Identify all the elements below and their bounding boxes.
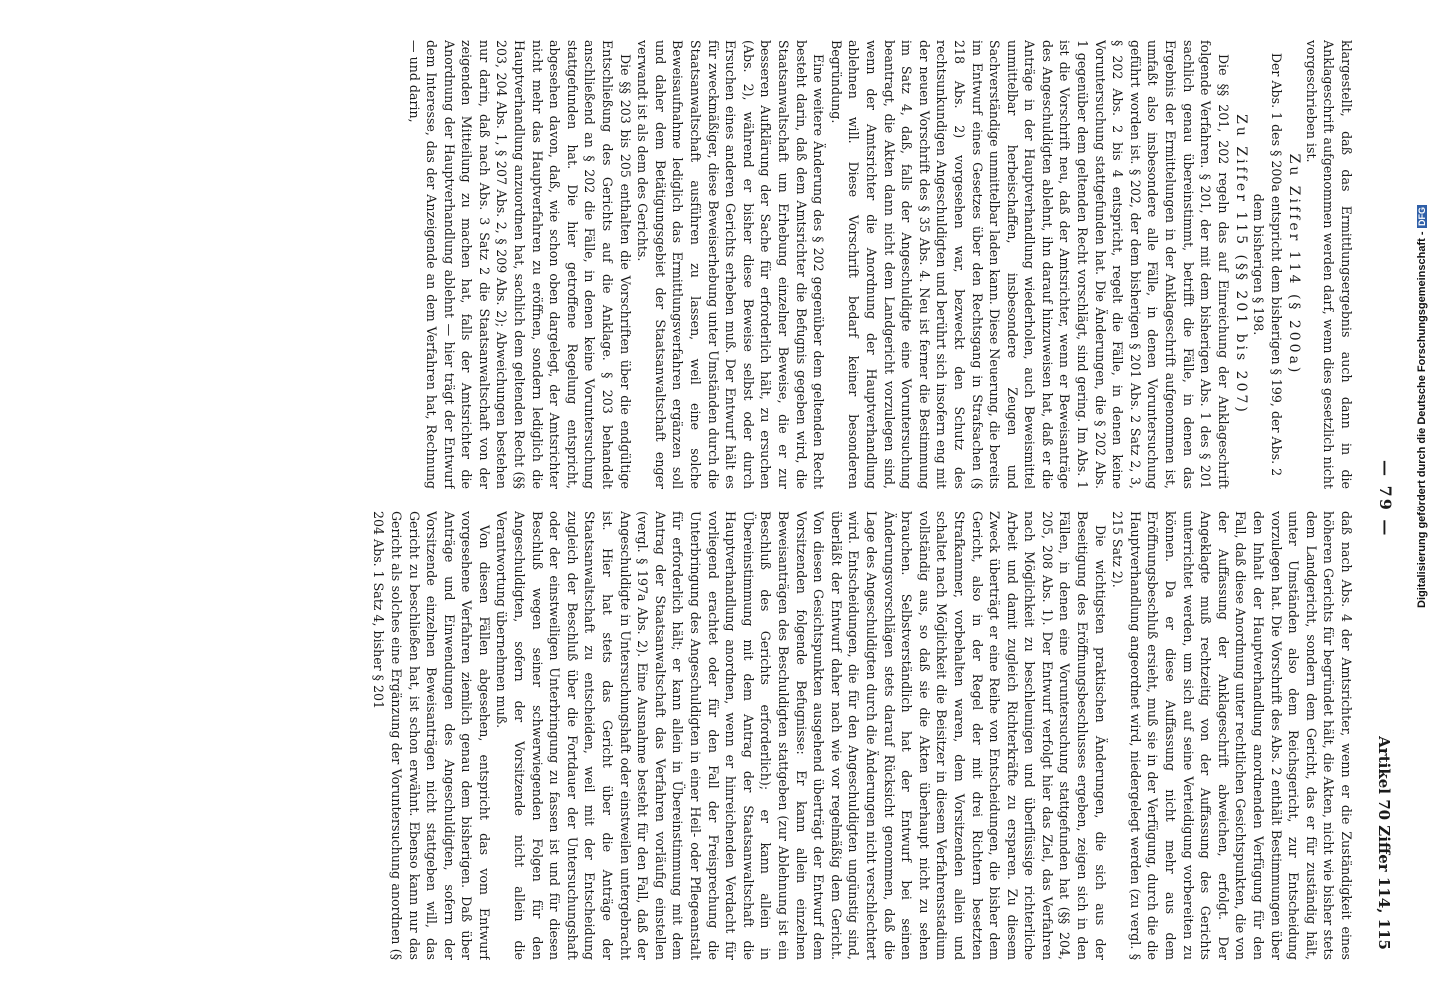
paragraph: Eine weitere Änderung des § 202 gegenüber dem geltenden Recht besteht darin, daß dem Amtsrichter die Befugnis gegeben wird, die Staatsanwaltschaft um Erhebung einzelner Beweise, die er zur besseren Aufklärung der Sache für erforderlich hält, zu ersuchen (Abs. 2), während er bisher diese Beweise selbst oder durch Ersuchen eines anderen Gerichts erheben muß. Der Entwurf hält es für zweckmäßiger, diese Beweiserhebung unter Umständen durch die Staatsanwaltschaft ausführen zu lassen, weil eine solche Beweisaufnahme lediglich das Ermittlungsverfahren ergänzen soll und daher dem Betätigungsgebiet der Staatsanwaltschaft enger verwandt ist als dem des Gerichts. — [635, 40, 827, 489]
paragraph: Von diesen Fällen abgesehen, entspricht das vom Entwurf vorgesehene Verfahren ziemlich genau dem bisherigen. Daß über Anträge und Einwendungen des Angeschuldigten, sofern der Vorsitzende einzelnen Beweisanträgen nicht stattgeben will, das Gericht zu beschließen hat, ist schon erwähnt. Ebenso kann nur das Gericht als solches eine Ergänzung der Voruntersuchung anordnen (§ 204 Abs. 1 Satz 4, bisher § 201 — [371, 511, 492, 960]
left-column — [115, 40, 1355, 489]
credit-text: Digitalisierung gefördert durch die Deutsche Forschungsgemeinschaft - — [1416, 231, 1428, 608]
paragraph: Die §§ 201, 202 regeln das auf Einreichung der Anklageschrift folgende Verfahren. § 201, der mit dem bisherigen Abs. 1 des § 201 sachlich genau übereinstimmt, betrifft die Fälle, in denen das Ergebnis der Ermittelungen in der Anklageschrift aufgenommen ist, umfaßt also insbesondere alle Fälle, in denen Voruntersuchung geführt worden ist. § 202, der dem bisherigen § 201 Abs. 2 Satz 2, 3, § 202 Abs. 2 bis 4 entspricht, regelt die Fälle, in denen keine Voruntersuchung stattgefunden hat. Die Änderungen, die § 202 Abs. 1 gegenüber dem geltenden Recht vorschlägt, sind gering. Im Abs. 1 ist die Vorschrift neu, daß der Amtsrichter, wenn er Beweisanträge des Angeschuldigten ablehnt, ihn darauf hinzuweisen hat, daß er die Anträge in der Hauptverhandlung wiederholen, auch Beweismittel unmittelbar herbeischaffen, insbesondere Zeugen und Sachverständige unmittelbar laden kann. Diese Neuerung, die bereits im Entwurf eines Gesetzes über den Rechtsgang in Strafsachen (§ 218 Abs. 2) vorgesehen war, bezweckt den Schutz des rechtsunkundigen Angeschuldigten und berührt sich insofern eng mit der neuen Vorschrift des § 35 Abs. 4. Neu ist ferner die Bestimmung im Satz 4, daß, falls der Angeschuldigte eine Voruntersuchung beantragt, die Akten dann nicht dem Landgericht vorzulegen sind, wenn der Amtsrichter die Anordnung der Hauptverhandlung ablehnen will. Diese Vorschrift bedarf keiner besonderen Begründung. — [828, 40, 1231, 489]
paragraph: daß nach Abs. 4 der Amtsrichter, wenn er die Zuständigkeit eines höheren Gerichts für begründet hält, die Akten, nicht wie bisher stets dem Landgericht, sondern dem Gericht, das er für zuständig hält, unter Umständen also dem Reichsgericht, zur Entscheidung vorzulegen hat. Die Vorschrift des Abs. 2 enthält Bestimmungen über den Inhalt der Hauptverhandlung anordnenden Verfügung für den Fall, daß diese Anordnung unter rechtlichen Gesichtspunkten, die von der Auffassung der Anklageschrift abweichen, erfolgt. Der Angeklagte muß rechtzeitig von der Auffassung des Gerichts unterrichtet werden, um sich auf seine Verteidigung vorbereiten zu können. Da er diese Auffassung nicht mehr aus dem Eröffnungsbeschluß ersieht, muß sie in der Verfügung, durch die die Hauptverhandlung angeordnet wird, niedergelegt werden (zu vergl. § 215 Satz 2). — [1110, 511, 1354, 960]
page-number: — 79 — — [1376, 460, 1395, 538]
page-header — [1365, 40, 1395, 960]
digitization-credit — [1416, 8, 1430, 608]
right-column — [115, 511, 1355, 960]
text-columns — [115, 40, 1355, 960]
section-heading: Zu Ziffer 115 (§§ 201 bis 207) — [1233, 114, 1250, 415]
section-heading: Zu Ziffer 114 (§ 200a) — [1286, 153, 1303, 376]
running-title: Artikel 70 Ziffer 114, 115 — [1375, 736, 1393, 950]
paragraph: klargestellt, daß das Ermittlungsergebnis auch dann in die Anklageschrift aufgenommen werden darf, wenn dies gesetzlich nicht vorgeschrieben ist. — [1303, 40, 1354, 489]
document-page — [100, 40, 1395, 960]
dfg-logo: DFG — [1417, 207, 1427, 227]
paragraph: Die §§ 203 bis 205 enthalten die Vorschriften über die endgültige Entschließung des Gerichts auf die Anklage. § 203 behandelt anschließend an § 202 die Fälle, in denen keine Voruntersuchung stattgefunden hat. Die hier getroffene Regelung entspricht, abgesehen davon, daß, wie schon oben dargelegt, der Amtsrichter nicht mehr das Hauptverfahren zu eröffnen, sondern lediglich die Hauptverhandlung anzuordnen hat, sachlich dem geltenden Recht (§§ 203, 204 Abs. 1, § 207 Abs. 2, § 209 Abs. 2); Abweichungen bestehen nur darin, daß nach Abs. 3 Satz 2 die Staatsanwaltschaft von der zeigenden Mitteilung zu machen hat, falls der Amtsrichter die Anordnung der Hauptverhandlung ablehnt — hier trägt der Entwurf dem Interesse, das der Anzeigende an dem Verfahren hat, Rechnung — und darin, — [406, 40, 633, 489]
paragraph: Die wichtigsten praktischen Änderungen, die sich aus der Beseitigung des Eröffnungsbeschlusses ergeben, zeigen sich in den Fällen, in denen eine Voruntersuchung stattgefunden hat (§§ 204, 205, 208 Abs. 1). Der Entwurf verfolgt hier das Ziel, das Verfahren nach Möglichkeit zu beschleunigen und überflüssige richterliche Arbeit und damit zugleich Richterkräfte zu ersparen. Zu diesem Zweck überträgt er eine Reihe von Entscheidungen, die bisher dem Gericht, also in der Regel der mit drei Richtern besetzten Strafkammer, vorbehalten waren, dem Vorsitzenden allein und schaltet nach Möglichkeit die Beisitzer in diesem Verfahrensstadium vollständig aus, so daß sie die Akten überhaupt nicht zu sehen brauchen. Selbstverständlich hat der Entwurf bei seinen Änderungsvorschlägen stets darauf Rücksicht genommen, daß die Lage des Angeschuldigten durch die Änderungen nicht verschlechtert wird. Entscheidungen, die für den Angeschuldigten ungünstig sind, überläßt der Entwurf daher nach wie vor regelmäßig dem Gericht. Von diesen Gesichtspunkten ausgehend überträgt der Entwurf dem Vorsitzenden folgende Befugnisse: Er kann allein einzelnen Beweisanträgen des Beschuldigten stattgeben (zur Ablehnung ist ein Beschluß des Gerichts erforderlich); er kann allein in Übereinstimmung mit dem Antrag der Staatsanwaltschaft die Hauptverhandlung anordnen, wenn er hinreichenden Verdacht für vorliegend erachtet oder für den Fall der Freisprechung die Unterbringung des Angeschuldigten in einer Heil- oder Pflegeanstalt für erforderlich hält; er kann allein in Übereinstimmung mit dem Antrag der Staatsanwaltschaft das Verfahren vorläufig einstellen (vergl. § 197a Abs. 2). Eine Ausnahme besteht für den Fall, daß der Angeschuldigte in Untersuchungshaft oder einstweilen untergebracht ist. Hier hat stets das Gericht über die Anträge der Staatsanwaltschaft zu entscheiden, weil mit der Entscheidung zugleich der Beschluß über die Fortdauer der Untersuchungshaft oder der einstweiligen Unterbringung zu fassen ist und für diesen Beschluß wegen seiner schwerwiegenden Folgen für den Angeschuldigten, sofern der Vorsitzende nicht allein die Verantwortung übernehmen muß. — [494, 511, 1108, 960]
paragraph: Der Abs. 1 des § 200a entspricht dem bisherigen § 199, der Abs. 2 dem bisherigen § 198. — [1251, 52, 1284, 477]
